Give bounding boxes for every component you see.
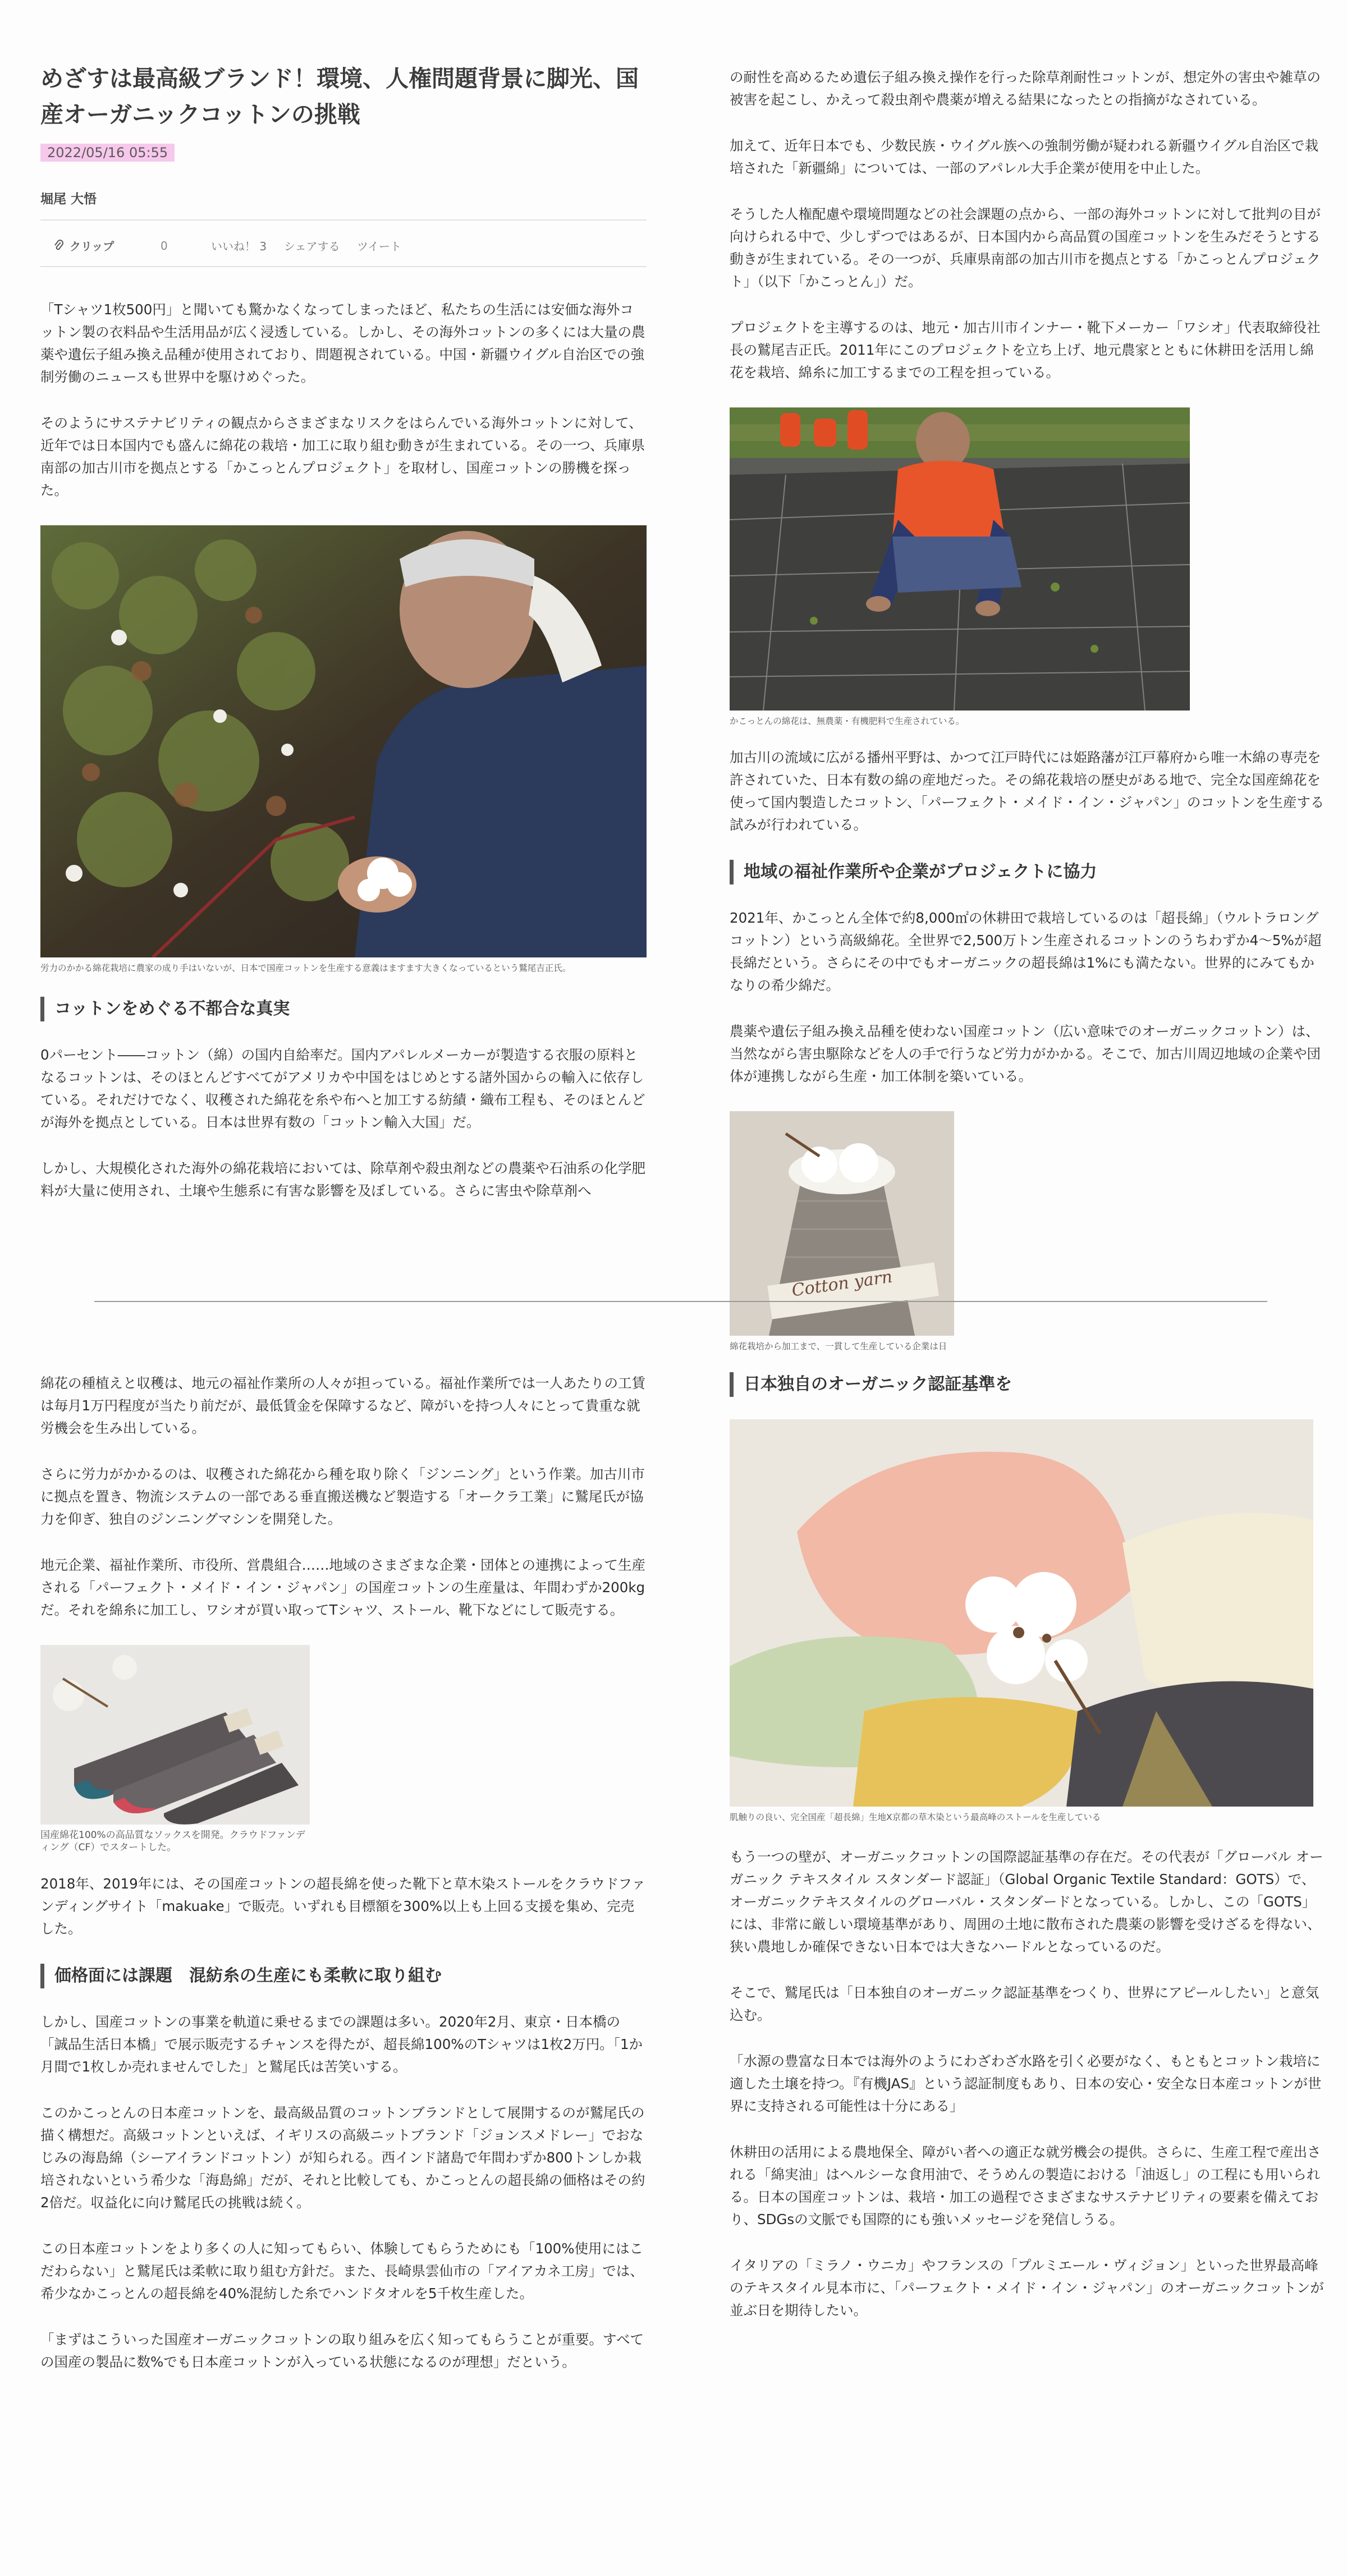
section-heading: コットンをめぐる不都合な真実 — [40, 997, 647, 1021]
paragraph: しかし、大規模化された海外の綿花栽培においては、除草剤や殺虫剤などの農薬や石油系の化学肥料が大量に使用され、土壌や生態系に有害な影響を及ぼしている。さらに害虫や除草剤へ — [40, 1160, 645, 1199]
photo-stoles-image — [730, 1419, 1313, 1807]
section-heading: 日本独自のオーガニック認証基準を — [730, 1372, 1325, 1397]
social-bar — [40, 231, 647, 267]
photo-caption: 肌触りの良い、完全国産「超長綿」生地X京都の草木染という最高峰のストールを生産している — [730, 1812, 1101, 1822]
article-date: 2022/05/16 05:55 — [40, 144, 175, 162]
page2-left-column — [40, 1299, 647, 2397]
photo-field-work — [730, 407, 1190, 711]
paragraph: 「Tシャツ1枚500円」と聞いても驚かなくなってしまったほど、私たちの生活には安価な海外コットン製の衣料品や生活用品が広く浸透している。しかし、その海外コットンの多くには大量の農薬や遺伝子組み換え品種が使用されており、問題視されている。中国・新疆ウイグル自治区での強制労働のニュースも世界中を駆けめぐった。 — [40, 301, 645, 385]
paragraph: 2021年、かこっとん全体で約8,000㎡の休耕田で栽培しているのは「超長綿」（ウルトラロングコットン）という高級綿花。全世界で2,500万トン生産されるコットンのうちわずか4～5%が超長綿だという。さらにその中でもオーガニックの超長綿は1%にも満たない。世界的にみてもかなりの希少綿だ。 — [730, 910, 1322, 993]
paragraph: このかこっとんの日本産コットンを、最高級品質のコットンブランドとして展開するのが鷲尾氏の描く構想だ。高級コットンといえば、イギリスの高級ニットブランド「ジョンスメドレー」でおなじみの海島綿（シーアイランドコットン）が知られる。西インド諸島で年間わずか800トンしか栽培されないという希少な「海島綿」だが、それと比較しても、かこっとんの超長綿の価格はその約2倍だ。収益化に向け鷲尾氏の挑戦は続く。 — [40, 2105, 645, 2211]
paragraph: 綿花の種植えと収穫は、地元の福祉作業所の人々が担っている。福祉作業所では一人あたりの工賃は毎月1万円程度が当たり前だが、最低賃金を保障するなど、障がいを持つ人々にとって貴重な就労機会を生み出している。 — [40, 1375, 645, 1436]
photo-socks-image — [40, 1645, 310, 1825]
paragraph: プロジェクトを主導するのは、地元・加古川市インナー・靴下メーカー「ワシオ」代表取締役社長の鷲尾吉正氏。2011年にこのプロジェクトを立ち上げ、地元農家とともに休耕田を活用し綿花を栽培、綿糸に加工するまでの工程を担っている。 — [730, 319, 1321, 381]
photo-caption: 国産綿花100%の高品質なソックスを開発。クラウドファンディング（CF）でスタートした。 — [40, 1830, 305, 1853]
date-row — [40, 140, 647, 162]
photo-socks — [40, 1645, 310, 1825]
paragraph: 農薬や遺伝子組み換え品種を使わない国産コットン（広い意味でのオーガニックコットン）は、当然ながら害虫駆除などを人の手で行うなど労力がかかる。そこで、加古川周辺地域の企業や団体が連携しながら生産・加工体制を築いている。 — [730, 1023, 1321, 1084]
clip-label: クリップ — [70, 240, 114, 253]
paragraph: 加えて、近年日本でも、少数民族・ウイグル族への強制労働が疑われる新疆ウイグル自治区で栽培された「新疆綿」については、一部のアパレル大手企業が使用を中止した。 — [730, 137, 1319, 176]
photo-stoles — [730, 1419, 1313, 1807]
paragraph: この日本産コットンをより多くの人に知ってもらい、体験してもらうためにも「100%使用にはこだわらない」と鷲尾氏は柔軟に取り組む方針だ。また、長崎県雲仙市の「アイアカネ工房」では、希少なかこっとんの超長綿を40%混紡した糸でハンドタオルを5千枚生産した。 — [40, 2240, 644, 2302]
paragraph: 休耕田の活用による農地保全、障がい者への適正な就労機会の提供。さらに、生産工程で産出される「綿実油」はヘルシーな食用油で、そうめんの製造における「油返し」の工程にも用いられる。日本の国産コットンは、栽培・加工の過程でさまざまなサステナビリティの要素を備えており、SDGsの文脈でも国際的にも強いメッセージを発信しうる。 — [730, 2144, 1321, 2227]
clip-button[interactable] — [54, 237, 161, 254]
photo-caption: かこっとんの綿花は、無農薬・有機肥料で生産されている。 — [730, 716, 965, 726]
paragraph: 2018年、2019年には、その国産コットンの超長綿を使った靴下と草木染ストールをクラウドファンディングサイト「makuake」で販売。いずれも目標額を300%以上も上回る支援を集め、完売した。 — [40, 1876, 645, 1937]
page1-left-column — [40, 0, 647, 1226]
paragraph: イタリアの「ミラノ・ウニカ」やフランスの「プルミエール・ヴィジョン」といった世界最高峰のテキスタイル見本市に、「パーフェクト・メイド・イン・ジャパン」のオーガニックコットンが並ぶ日を期待したい。 — [730, 2257, 1324, 2318]
photo-caption: 綿花栽培から加工まで、一貫して生産している企業は日 — [730, 1341, 947, 1351]
paragraph: 地元企業、福祉作業所、市役所、営農組合……地域のさまざまな企業・団体との連携によって生産される「パーフェクト・メイド・イン・ジャパン」の国産コットンの生産量は、年間わずか200kgだ。それを綿糸に加工し、ワシオが買い取ってTシャツ、ストール、靴下などにして販売する。 — [40, 1557, 645, 1618]
share-button[interactable]: シェアする — [284, 240, 340, 253]
article-author[interactable]: 堀尾 大悟 — [40, 189, 647, 221]
paragraph: さらに労力がかかるのは、収穫された綿花から種を取り除く「ジンニング」という作業。加古川市に拠点を置き、物流システムの一部である垂直搬送機など製造する「オークラ工業」に鷲尾氏が協力を仰ぎ、独自のジンニングマシンを開発した。 — [40, 1466, 645, 1527]
article-title: めざすは最高級ブランド！環境、人権問題背景に脚光、国産オーガニックコットンの挑戦 — [40, 65, 639, 128]
paragraph: もう一つの壁が、オーガニックコットンの国際認証基準の存在だ。その代表が「グローバル オーガニック テキスタイル スタンダード認証」（Global Organic Textile Standard：GOTS）で、オーガニックテキスタイルのグローバル・スタンダードとなっている。しかし、この「GOTS」には、非常に厳しい環境基準があり、周囲の土地に散布された農薬の影響を受けざるを得ない、狭い農地しか確保できない日本では大きなハードルとなっているのだ。 — [730, 1849, 1323, 1955]
photo-caption: 労力のかかる綿花栽培に農家の成り手はいないが、日本で国産コットンを生産する意義はますます大きくなっているという鷲尾吉正氏。 — [40, 963, 571, 973]
paragraph: そうした人権配慮や環境問題などの社会課題の点から、一部の海外コットンに対して批判の目が向けられる中で、少しずつではあるが、日本国内から高品質の国産コットンを生みだそうとする動きが生まれている。その一つが、兵庫県南部の加古川市を拠点とする「かこっとんプロジェクト」（以下「かこっとん」）だ。 — [730, 206, 1321, 290]
paragraph: 「まずはこういった国産オーガニックコットンの取り組みを広く知ってもらうことが重要。すべての国産の製品に数%でも日本産コットンが入っている状態になるのが理想」だという。 — [40, 2331, 644, 2370]
yarn-label: Cotton yarn — [790, 1267, 894, 1301]
paragraph: の耐性を高めるため遺伝子組み換え操作を行った除草剤耐性コットンが、想定外の害虫や雑草の被害を起こし、かえって殺虫剤や農薬が増える結果になったとの指摘がなされている。 — [730, 69, 1321, 108]
page1-right-column — [730, 0, 1325, 1372]
page2-right-column — [730, 1299, 1325, 2345]
paragraph: そこで、鷲尾氏は「日本独自のオーガニック認証基準をつくり、世界にアピールしたい」と意気込む。 — [730, 1984, 1319, 2023]
clip-icon — [54, 240, 64, 252]
tweet-button[interactable]: ツイート — [357, 240, 401, 253]
paragraph: 「水源の豊富な日本では海外のようにわざわざ水路を引く必要がなく、もともとコットン栽培に適した土壌を持つ。『有機JAS』という認証制度もあり、日本の安心・安全な日本産コットンが世界に支持される可能性は十分にある」 — [730, 2053, 1322, 2114]
clip-count: 0 — [161, 239, 168, 253]
page-2 — [0, 1299, 1347, 2576]
paragraph: しかし、国産コットンの事業を軌道に乗せるまでの課題は多い。2020年2月、東京・日本橋の「誠品生活日本橋」で展示販売するチャンスを得たが、超長綿100%のTシャツは1枚2万円。「1か月間で1枚しか売れませんでした」と鷲尾氏は苦笑いする。 — [40, 2014, 643, 2075]
section-heading: 地域の福祉作業所や企業がプロジェクトに協力 — [730, 860, 1325, 884]
like-button[interactable]: いいね！ 3 — [211, 240, 267, 253]
paragraph: 0パーセント――コットン（綿）の国内自給率だ。国内アパレルメーカーが製造する衣服の原料となるコットンは、そのほとんどすべてがアメリカや中国をはじめとする諸外国からの輸入に依存している。それだけでなく、収穫された綿花を糸や布へと加工する紡績・織布工程も、そのほとんどが海外を拠点としている。日本は世界有数の「コットン輸入大国」だ。 — [40, 1047, 645, 1130]
paragraph: そのようにサステナビリティの観点からさまざまなリスクをはらんでいる海外コットンに対して、近年では日本国内でも盛んに綿花の栽培・加工に取り組む動きが生まれている。その一つ、兵庫県南部の加古川市を拠点とする「かこっとんプロジェクト」を取材し、国産コットンの勝機を探った。 — [40, 415, 645, 498]
section-heading: 価格面には課題 混紡糸の生産にも柔軟に取り組む — [40, 1964, 647, 1988]
photo-field-work-image — [730, 407, 1190, 711]
photo-cotton-farmer — [40, 525, 647, 957]
photo-cotton-farmer-image — [40, 525, 647, 957]
paragraph: 加古川の流域に広がる播州平野は、かつて江戸時代には姫路藩が江戸幕府から唯一木綿の専売を許されていた、日本有数の綿の産地だった。その綿花栽培の歴史がある地で、完全な国産綿花を使って国内製造したコットン、「パーフェクト・メイド・イン・ジャパン」のコットンを生産する試みが行われている。 — [730, 749, 1325, 833]
